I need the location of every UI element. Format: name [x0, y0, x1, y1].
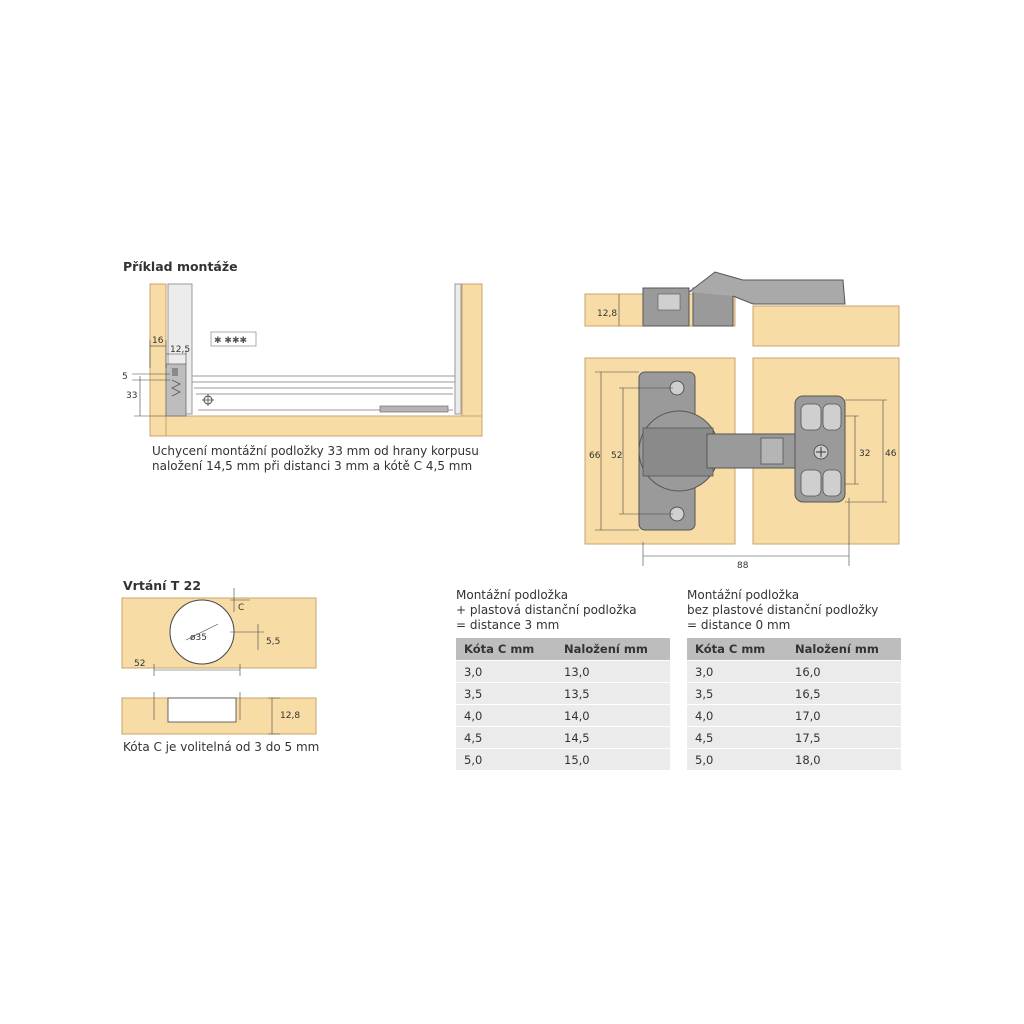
table-left-title-line3: = distance 3 mm — [456, 618, 560, 632]
column-header: Naložení mm — [787, 638, 901, 661]
hinge-views-diagram — [583, 266, 903, 576]
table-cell: 13,0 — [556, 661, 670, 683]
table-cell: 17,0 — [787, 705, 901, 727]
example-caption-line2: naložení 14,5 mm při distanci 3 mm a kótě C 4,5 mm — [152, 459, 473, 473]
front-dim-52: 52 — [611, 451, 623, 461]
dim-33: 33 — [126, 391, 138, 401]
table-header-row — [687, 638, 901, 661]
drill-recess — [168, 698, 236, 722]
drilling-diagram — [120, 584, 320, 740]
table-left — [456, 638, 670, 770]
column-header: Naložení mm — [556, 638, 670, 661]
front-dim-88: 88 — [737, 561, 749, 571]
left-cabinet-wall — [150, 284, 166, 436]
dim-12-5: 12,5 — [170, 345, 191, 355]
dim-5: 5 — [122, 372, 128, 382]
table-row — [456, 705, 670, 727]
drill-dim-12-8: 12,8 — [280, 711, 301, 721]
table-cell: 16,5 — [787, 683, 901, 705]
table-row — [687, 727, 901, 749]
column-header: Kóta C mm — [456, 638, 556, 661]
dim-16: 16 — [152, 336, 164, 346]
table-cell: 14,5 — [556, 727, 670, 749]
table-right-title-line2: bez plastové distanční podložky — [687, 603, 879, 617]
front-dim-66: 66 — [589, 451, 601, 461]
table-cell: 13,5 — [556, 683, 670, 705]
side-dim-12-8: 12,8 — [597, 309, 618, 319]
drilling-note: Kóta C je volitelná od 3 do 5 mm — [123, 740, 320, 754]
drill-diameter-label: ø35 — [190, 633, 207, 643]
table-cell: 4,5 — [456, 727, 556, 749]
table-row — [687, 705, 901, 727]
table-row — [456, 749, 670, 771]
drill-dim-52: 52 — [134, 659, 146, 669]
side-view-cabinet-panel — [753, 306, 899, 346]
table-row — [687, 661, 901, 683]
table-cell: 17,5 — [787, 727, 901, 749]
table-cell: 3,5 — [687, 683, 787, 705]
table-right-title-line1: Montážní podložka — [687, 588, 800, 602]
table-row — [687, 683, 901, 705]
table-row — [456, 727, 670, 749]
table-row — [687, 749, 901, 771]
drill-c-label: C — [238, 603, 245, 613]
table-row — [456, 661, 670, 683]
table-cell: 16,0 — [787, 661, 901, 683]
example-caption-line1: Uchycení montážní podložky 33 mm od hrany korpusu — [152, 444, 479, 458]
table-cell: 5,0 — [456, 749, 556, 771]
table-right-title-line3: = distance 0 mm — [687, 618, 791, 632]
example-heading: Příklad montáže — [123, 259, 238, 274]
table-row — [456, 683, 670, 705]
table-cell: 5,0 — [687, 749, 787, 771]
table-cell: 4,5 — [687, 727, 787, 749]
column-header: Kóta C mm — [687, 638, 787, 661]
drilling-heading: Vrtání T 22 — [123, 578, 202, 593]
table-left-title-line1: Montážní podložka — [456, 588, 569, 602]
table-cell: 15,0 — [556, 749, 670, 771]
table-cell: 3,5 — [456, 683, 556, 705]
drill-dim-5-5: 5,5 — [266, 637, 281, 647]
mounting-example-diagram — [110, 280, 490, 440]
table-cell: 4,0 — [456, 705, 556, 727]
table-cell: 14,0 — [556, 705, 670, 727]
table-cell: 3,0 — [687, 661, 787, 683]
table-cell: 3,0 — [456, 661, 556, 683]
table-cell: 4,0 — [687, 705, 787, 727]
table-right — [687, 638, 901, 770]
front-dim-46: 46 — [885, 449, 897, 459]
front-dim-32: 32 — [859, 449, 871, 459]
table-left-title-line2: + plastová distanční podložka — [456, 603, 637, 617]
bottom-panel — [166, 416, 482, 436]
table-header-row — [456, 638, 670, 661]
table-cell: 18,0 — [787, 749, 901, 771]
right-cabinet-wall — [462, 284, 482, 436]
marker-symbol: ✱ ✱✱✱ — [214, 336, 248, 346]
